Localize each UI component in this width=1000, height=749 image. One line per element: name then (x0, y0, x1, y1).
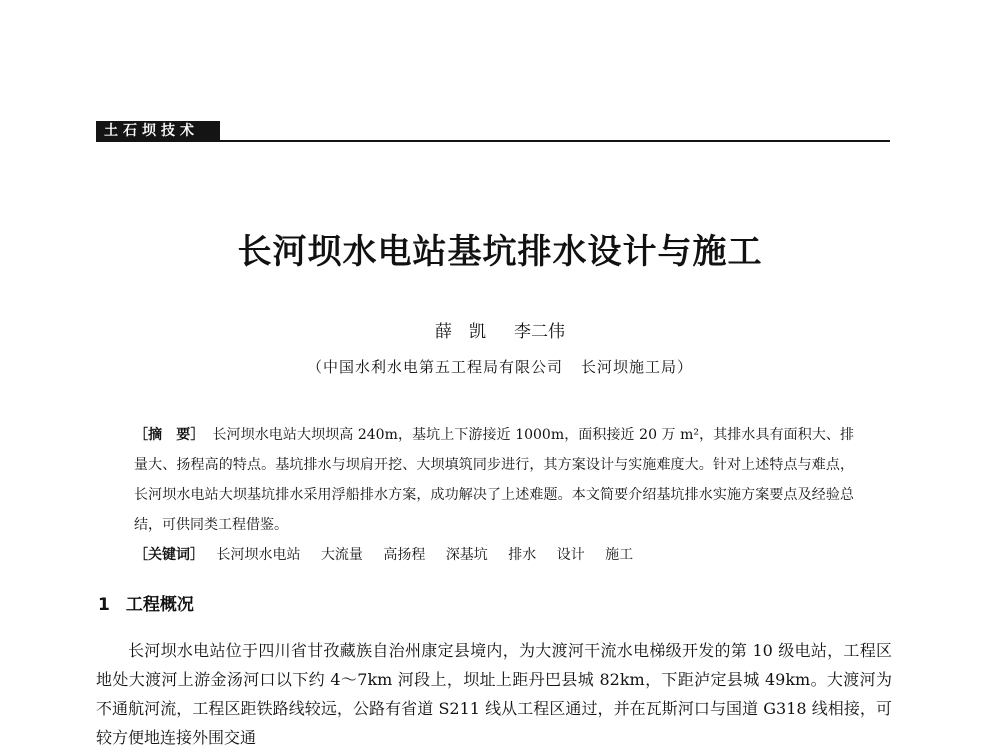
header-rule (96, 140, 890, 142)
keywords (134, 540, 854, 570)
abstract (134, 420, 854, 540)
affiliation (0, 355, 1000, 379)
keyword: 排水 (508, 547, 537, 563)
keyword: 大流量 (320, 547, 363, 563)
section-title: 工程概况 (125, 595, 194, 615)
affiliation-org-2: 长河坝施工局 (581, 358, 678, 376)
article-title: 长河坝水电站基坑排水设计与施工 (237, 232, 763, 272)
author-1: 薛 凯 (435, 322, 486, 342)
keyword: 施工 (605, 547, 634, 563)
section-tag: 土石坝技术 (96, 121, 220, 141)
keyword: 长河坝水电站 (216, 547, 301, 563)
section-number: 1 (98, 595, 110, 615)
authors (0, 320, 1000, 344)
author-2: 李二伟 (514, 322, 565, 342)
keywords-label: ［关键词］ (134, 547, 204, 563)
keyword: 高扬程 (383, 547, 426, 563)
affiliation-org-1: 中国水利水电第五工程局有限公司 (322, 358, 563, 376)
keyword: 设计 (556, 547, 585, 563)
keyword: 深基坑 (445, 547, 488, 563)
affiliation-open: （ (306, 358, 323, 376)
abstract-label: ［摘 要］ (134, 427, 205, 443)
section-heading (98, 592, 194, 618)
body-paragraph: 长河坝水电站位于四川省甘孜藏族自治州康定县境内，为大渡河干流水电梯级开发的第 10 级电站，工程区地处大渡河上游金汤河口以下约 4～7km 河段上，坝址上距丹巴县城 82km，下距泸定县城 49km。大渡河为不通航河流，工程区距铁路线较远，公路有省道 S211 线从工程区通过，并在瓦斯河口与国道 G318 线相接，可较方便地连接外围交通 (96, 641, 892, 747)
affiliation-close: ） (677, 358, 694, 376)
abstract-text: 长河坝水电站大坝坝高 240m，基坑上下游接近 1000m，面积接近 20 万 m²，其排水具有面积大、排量大、扬程高的特点。基坑排水与坝肩开挖、大坝填筑同步进行，其方案设计与实施难度大。针对上述特点与难点，长河坝水电站大坝基坑排水采用浮船排水方案，成功解决了上述难题。本文简要介绍基坑排水实施方案要点及经验总结，可供同类工程借鉴。 (134, 427, 855, 533)
